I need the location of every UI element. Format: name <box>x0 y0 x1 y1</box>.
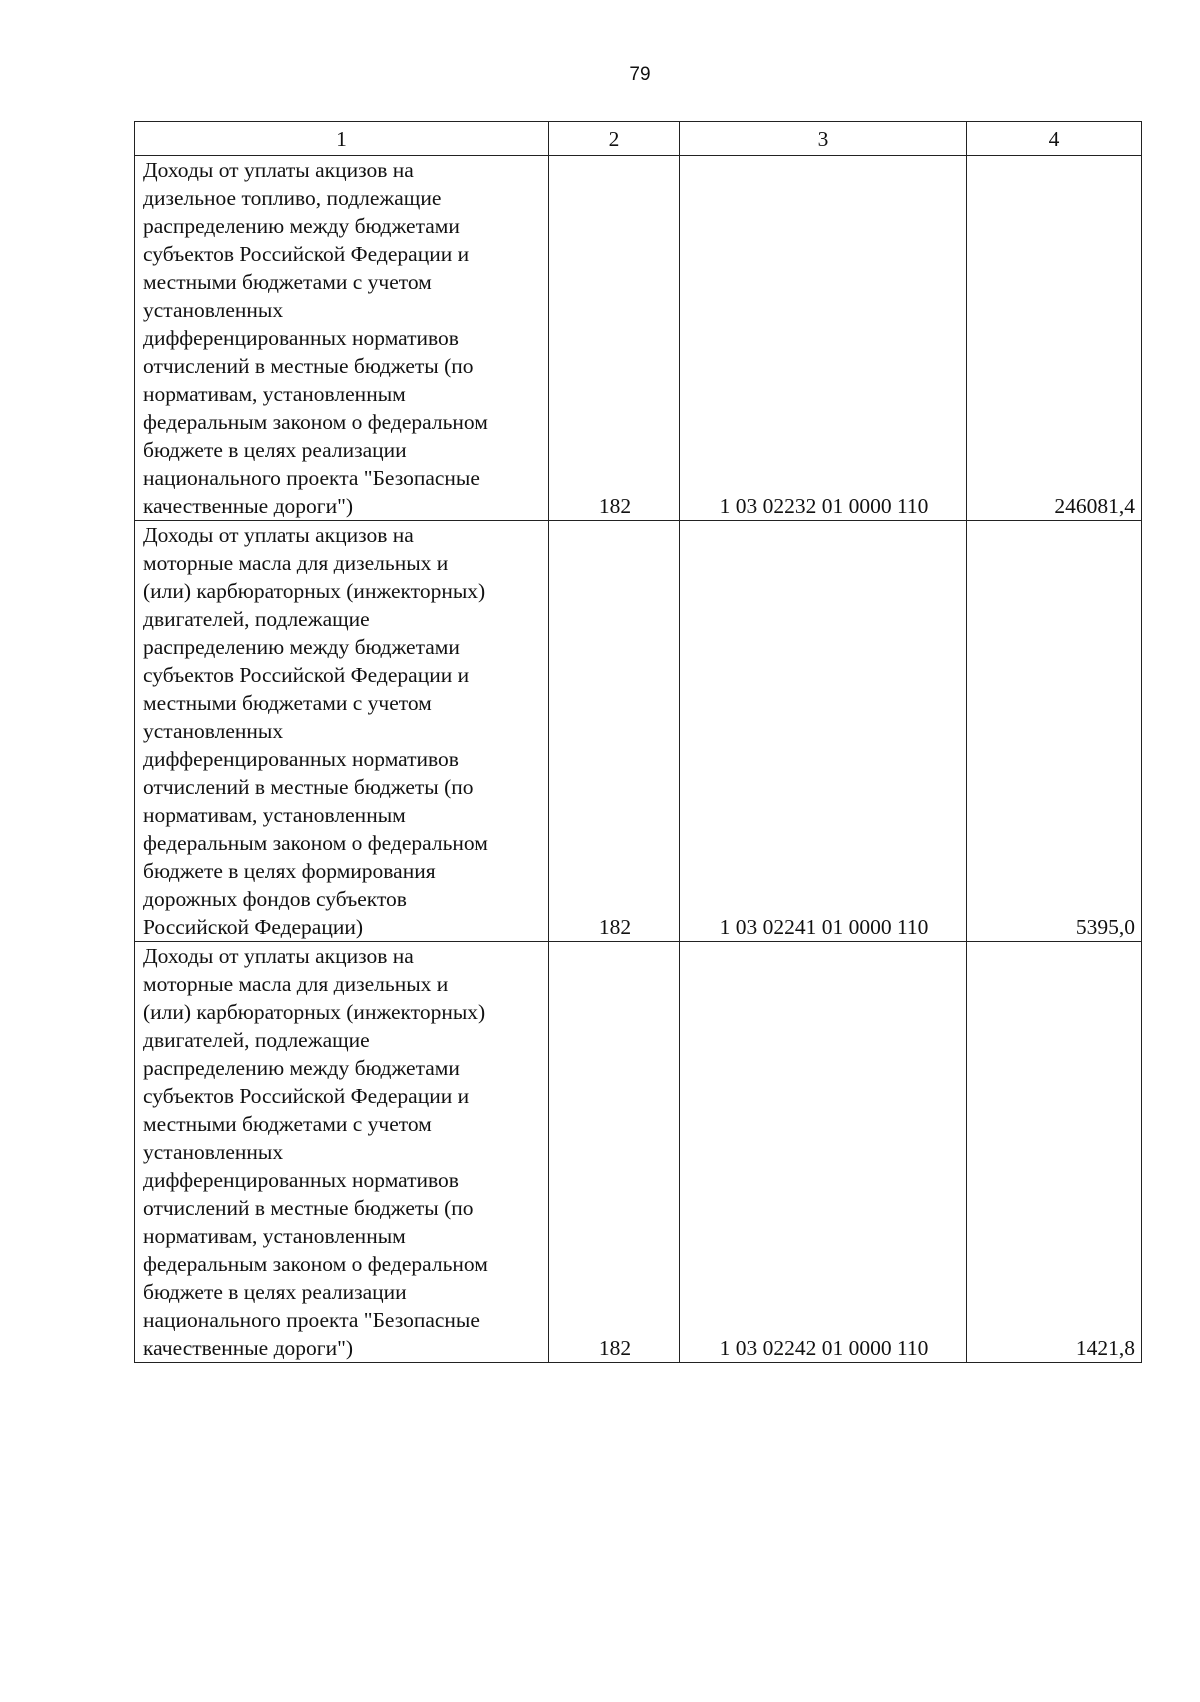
description-line: Доходы от уплаты акцизов на <box>143 158 414 182</box>
description-line: двигателей, подлежащие <box>143 607 370 631</box>
description-line: качественные дороги") <box>143 1336 354 1360</box>
description-line: дифференцированных нормативов <box>143 1168 459 1192</box>
column-header-1: 1 <box>135 122 549 156</box>
revenue-description <box>135 942 549 1363</box>
description-line: национального проекта "Безопасные <box>143 466 480 490</box>
amount-value: 5395,0 <box>967 521 1142 942</box>
description-line: Доходы от уплаты акцизов на <box>143 523 414 547</box>
administrator-code: 182 <box>549 521 680 942</box>
budget-classification-code: 1 03 02241 01 0000 110 <box>680 521 967 942</box>
description-line: бюджете в целях формирования <box>143 859 436 883</box>
description-line: качественные дороги") <box>143 494 354 518</box>
description-line: отчислений в местные бюджеты (по <box>143 775 474 799</box>
administrator-code: 182 <box>549 942 680 1363</box>
description-line: (или) карбюраторных (инжекторных) <box>143 1000 486 1024</box>
description-line: установленных <box>143 1140 284 1164</box>
table-row <box>135 942 1142 1363</box>
description-line: нормативам, установленным <box>143 803 406 827</box>
description-line: дифференцированных нормативов <box>143 326 459 350</box>
description-line: отчислений в местные бюджеты (по <box>143 1196 474 1220</box>
description-line: бюджете в целях реализации <box>143 1280 407 1304</box>
description-line: отчислений в местные бюджеты (по <box>143 354 474 378</box>
description-line: Российской Федерации) <box>143 915 364 939</box>
description-line: субъектов Российской Федерации и <box>143 1084 470 1108</box>
table-row <box>135 521 1142 942</box>
description-line: бюджете в целях реализации <box>143 438 407 462</box>
column-header-3: 3 <box>680 122 967 156</box>
column-header-2: 2 <box>549 122 680 156</box>
page-number: 79 <box>629 64 651 85</box>
revenue-description <box>135 521 549 942</box>
table-row <box>135 156 1142 521</box>
description-line: установленных <box>143 298 284 322</box>
description-line: распределению между бюджетами <box>143 214 460 238</box>
description-line: (или) карбюраторных (инжекторных) <box>143 579 486 603</box>
description-line: субъектов Российской Федерации и <box>143 663 470 687</box>
description-line: субъектов Российской Федерации и <box>143 242 470 266</box>
description-line: дифференцированных нормативов <box>143 747 459 771</box>
description-line: установленных <box>143 719 284 743</box>
description-line: распределению между бюджетами <box>143 1056 460 1080</box>
description-line: федеральным законом о федеральном <box>143 410 488 434</box>
description-line: местными бюджетами с учетом <box>143 691 432 715</box>
table-header-row <box>135 122 1142 156</box>
description-line: местными бюджетами с учетом <box>143 270 432 294</box>
description-line: распределению между бюджетами <box>143 635 460 659</box>
table-body <box>135 156 1142 1363</box>
description-line: дорожных фондов субъектов <box>143 887 407 911</box>
column-header-4: 4 <box>967 122 1142 156</box>
amount-value: 1421,8 <box>967 942 1142 1363</box>
description-line: моторные масла для дизельных и <box>143 551 449 575</box>
revenue-table <box>134 121 1142 1363</box>
description-line: двигателей, подлежащие <box>143 1028 370 1052</box>
description-line: дизельное топливо, подлежащие <box>143 186 442 210</box>
description-line: моторные масла для дизельных и <box>143 972 449 996</box>
description-line: федеральным законом о федеральном <box>143 1252 488 1276</box>
budget-classification-code: 1 03 02232 01 0000 110 <box>680 156 967 521</box>
description-line: местными бюджетами с учетом <box>143 1112 432 1136</box>
budget-classification-code: 1 03 02242 01 0000 110 <box>680 942 967 1363</box>
administrator-code: 182 <box>549 156 680 521</box>
amount-value: 246081,4 <box>967 156 1142 521</box>
description-line: национального проекта "Безопасные <box>143 1308 480 1332</box>
description-line: федеральным законом о федеральном <box>143 831 488 855</box>
description-line: нормативам, установленным <box>143 1224 406 1248</box>
description-line: нормативам, установленным <box>143 382 406 406</box>
revenue-description <box>135 156 549 521</box>
description-line: Доходы от уплаты акцизов на <box>143 944 414 968</box>
